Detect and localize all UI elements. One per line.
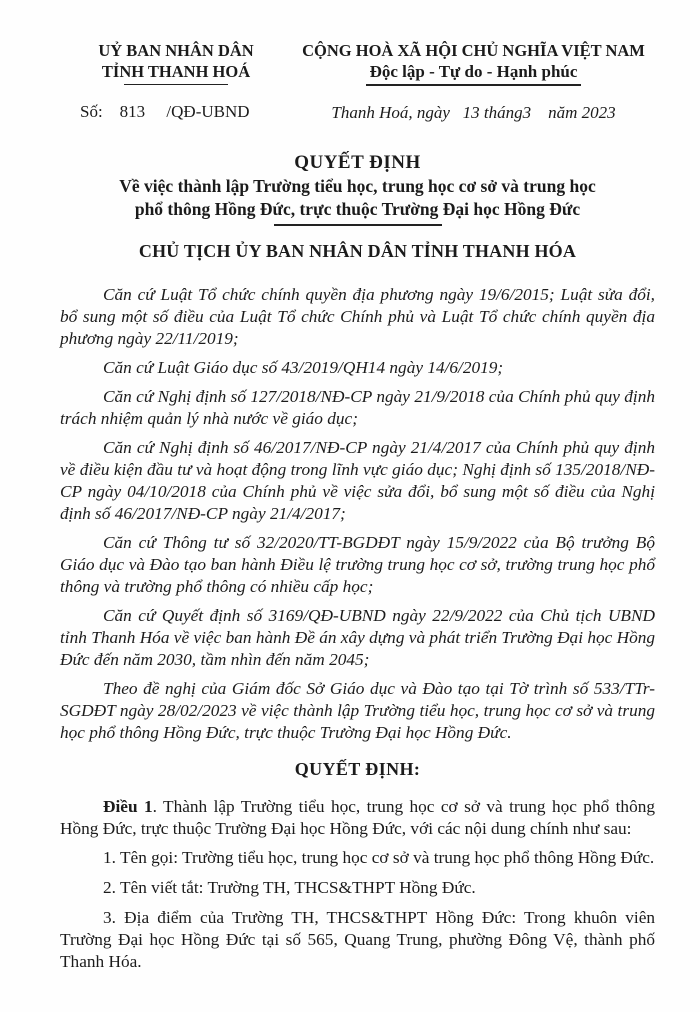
legal-basis-paragraph: Căn cứ Nghị định số 46/2017/NĐ-CP ngày 21/4/2017 của Chính phủ quy định về điều kiện đầu tư và hoạt động trong lĩnh vực giáo dục; Nghị định số 135/2018/NĐ-CP ngày 04/10/2018 của Chính phủ về việc sửa đổi, bổ sung một số điều của Nghị định số 46/2017/NĐ-CP ngày 21/4/2017; — [60, 438, 655, 523]
preamble-section — [60, 284, 655, 744]
title-block — [60, 151, 655, 263]
issuer-block — [60, 40, 292, 123]
subject-underline — [274, 224, 442, 226]
proposal-paragraph: Theo đề nghị của Giám đốc Sở Giáo dục và Đào tạo tại Tờ trình số 533/TTr-SGDĐT ngày 28/02/2023 về việc thành lập Trường tiểu học, trung học cơ sở và trung học phổ thông Hồng Đức, trực thuộc Trường Đại học Hồng Đức. — [60, 679, 655, 742]
issuer-name-line2: TỈNH THANH HOÁ — [101, 62, 251, 81]
issuing-authority-title: CHỦ TỊCH ỦY BAN NHÂN DÂN TỈNH THANH HÓA — [138, 241, 577, 261]
article-1-label: Điều 1 — [103, 797, 153, 816]
national-motto: Độc lập - Tự do - Hạnh phúc — [366, 61, 582, 86]
national-title: CỘNG HOÀ XÃ HỘI CHỦ NGHĨA VIỆT NAM — [302, 41, 645, 60]
legal-basis-paragraph: Căn cứ Luật Tổ chức chính quyền địa phương ngày 19/6/2015; Luật sửa đổi, bổ sung một số điều của Luật Tổ chức Chính phủ và Luật Tổ chức chính quyền địa phương ngày 22/11/2019; — [60, 285, 655, 348]
legal-basis-paragraph: Căn cứ Luật Giáo dục số 43/2019/QH14 ngày 14/6/2019; — [103, 358, 504, 377]
legal-basis-paragraph: Căn cứ Quyết định số 3169/QĐ-UBND ngày 22/9/2022 của Chủ tịch UBND tỉnh Thanh Hóa về việc ban hành Đề án xây dựng và phát triển Trường Đại học Hồng Đức đến năm 2030, tầm nhìn đến năm 2045; — [60, 606, 655, 669]
articles-section — [60, 796, 655, 973]
subject-line2: phổ thông Hồng Đức, trực thuộc Trường Đại học Hồng Đức — [134, 199, 581, 219]
place-and-date: Thanh Hoá, ngày 13 tháng3 năm 2023 — [331, 103, 616, 122]
issuer-name-line1: UỶ BAN NHÂN DÂN — [98, 41, 254, 60]
legal-basis-paragraph: Căn cứ Thông tư số 32/2020/TT-BGDĐT ngày 15/9/2022 của Bộ trưởng Bộ Giáo dục và Đào tạo ban hành Điều lệ trường trung học cơ sở, trường trung học phổ thông và trường phổ thông có nhiều cấp học; — [60, 533, 655, 596]
legal-basis-paragraph: Căn cứ Nghị định số 127/2018/NĐ-CP ngày 21/9/2018 của Chính phủ quy định trách nhiệm quản lý nhà nước về giáo dục; — [60, 387, 655, 428]
decision-heading: QUYẾT ĐỊNH: — [294, 759, 421, 779]
national-motto-block — [292, 40, 655, 124]
document-header — [60, 40, 655, 124]
document-type-title: QUYẾT ĐỊNH — [294, 152, 421, 173]
document-number: Số: 813 /QĐ-UBND — [80, 102, 250, 121]
article-1-paragraph — [60, 796, 655, 840]
issuer-underline — [124, 84, 228, 85]
article-1-item-3: 3. Địa điểm của Trường TH, THCS&THPT Hồng Đức: Trong khuôn viên Trường Đại học Hồng Đức tại số 565, Quang Trung, phường Đông Vệ, thành phố Thanh Hóa. — [60, 908, 655, 971]
article-1-item-1: 1. Tên gọi: Trường tiểu học, trung học cơ sở và trung học phổ thông Hồng Đức. — [103, 848, 655, 867]
article-1-text: . Thành lập Trường tiểu học, trung học cơ sở và trung học phổ thông Hồng Đức, trực thuộc Trường Đại học Hồng Đức, với các nội dung chính như sau: — [60, 797, 655, 838]
subject-line1: Về việc thành lập Trường tiểu học, trung học cơ sở và trung học — [119, 176, 596, 196]
article-1-item-2: 2. Tên viết tắt: Trường TH, THCS&THPT Hồng Đức. — [103, 878, 476, 897]
